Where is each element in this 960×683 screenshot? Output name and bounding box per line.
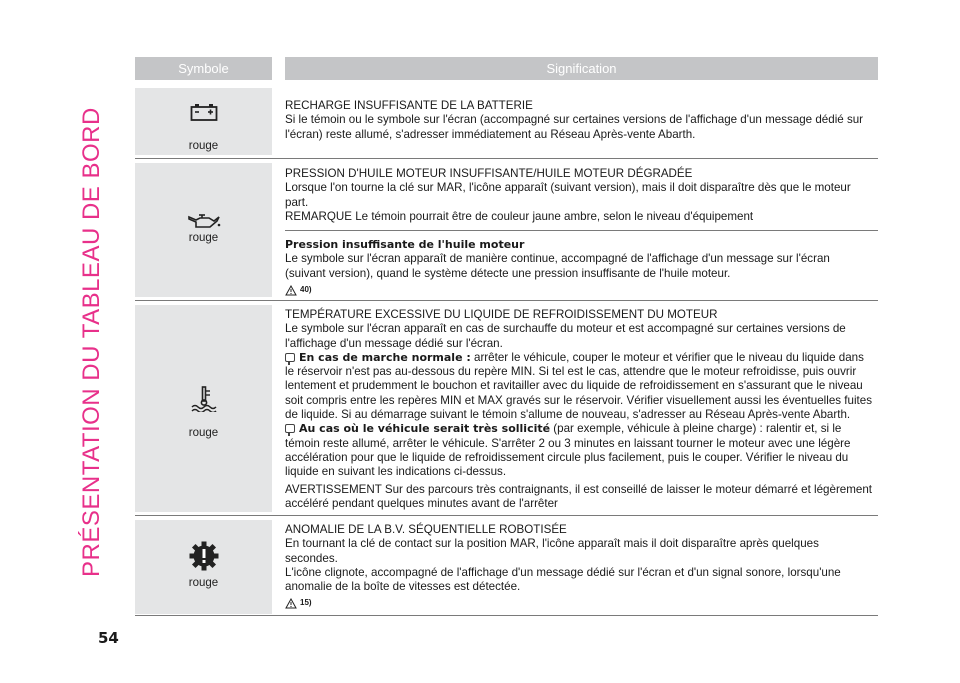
description-oil-pressure [285, 238, 880, 297]
symbol-cell-oil [135, 163, 272, 297]
text-line: anomalie de la boîte de vitesses est détectée. [285, 580, 521, 594]
case-title: Au cas où le véhicule serait très sollicité [299, 422, 551, 436]
row-divider [135, 615, 878, 616]
warning-ref-number: 15) [300, 598, 312, 608]
color-label: rouge [188, 140, 219, 152]
text-line: accélération pour que le liquide de refroidissement circule plus facilement, puis le couper. Vérifier le niveau du [285, 450, 849, 464]
text-line: témoin reste allumé, arrêter le véhicule. S'arrêter 2 ou 3 minutes en laissant tourner le moteur avec une légère [285, 436, 851, 450]
color-label: rouge [188, 427, 219, 439]
warning-triangle-icon [285, 598, 297, 609]
text-line: En tournant la clé de contact sur la position MAR, l'icône apparaît mais il doit disparaître après quelques [285, 537, 819, 551]
text-line: RECHARGE INSUFFISANTE DE LA BATTERIE [285, 99, 533, 112]
text-line: secondes. [285, 551, 338, 565]
text-line: le réservoir n'est pas au-dessous du repère MIN. Si tel est le cas, attendre que le moteur refroidisse, puis ouvrir [285, 365, 857, 379]
text-line: soit compris entre les repères MIN et MAX gravés sur le réservoir. Vérifier visuellement aussi les éventuelles fuites [285, 393, 873, 407]
text-line: liquide en suivant les indications ci-dessus. [285, 465, 507, 479]
warning-reference [285, 283, 880, 297]
text-line: l'écran) reste allumé, s'adresser immédiatement au Réseau Après-vente Abarth. [285, 127, 696, 141]
text-line: ANOMALIE DE LA B.V. SÉQUENTIELLE ROBOTISÉE [285, 523, 567, 536]
bullet-icon [285, 353, 295, 362]
subsection-title: Pression insuffisante de l'huile moteur [285, 238, 525, 251]
row-divider [135, 515, 878, 516]
text-line: accéléré pendant quelques minutes avant de l'arrêter [285, 496, 558, 510]
text-line: Le symbole sur l'écran apparaît en cas de surchauffe du moteur et est accompagné sur certaines versions de [285, 322, 846, 336]
text-line: Si le témoin ou le symbole sur l'écran (accompagné sur certaines versions de l'affichage d'un message dédié sur [285, 113, 864, 127]
text-line: TEMPÉRATURE EXCESSIVE DU LIQUIDE DE REFROIDISSEMENT DU MOTEUR [285, 308, 718, 321]
text-line: (suivant version), quand le système détecte une pression insuffisante de l'huile moteur. [285, 266, 731, 280]
coolant-temperature-icon [135, 386, 272, 412]
case-title: En cas de marche normale : [299, 350, 471, 364]
text-line: AVERTISSEMENT Sur des parcours très contraignants, il est conseillé de laisser le moteur démarré et légèrement [285, 482, 873, 496]
description-battery [285, 99, 880, 142]
page-number: 54 [98, 629, 119, 647]
header-symbole: Symbole [135, 57, 272, 80]
text-line: REMARQUE Le témoin pourrait être de couleur jaune ambre, selon le niveau d'équipement [285, 209, 754, 223]
case-stress-first-line [285, 422, 880, 436]
text-line: arrêter le véhicule, couper le moteur et vérifier que le niveau du liquide dans [470, 350, 864, 364]
oil-can-icon [135, 213, 272, 229]
text-line: Le symbole sur l'écran apparaît de manière continue, accompagné de l'affichage d'un message sur l'écran [285, 252, 830, 266]
text-line: lentement et prudemment le bouchon et ravitailler avec du liquide de refroidissement en s'assurant que le niveau [285, 379, 863, 393]
text-line: L'icône clignote, accompagné de l'affichage d'un message dédié sur l'écran et d'un signal sonore, lorsqu'une [285, 565, 841, 579]
row-divider [135, 158, 878, 159]
sub-divider [285, 230, 878, 231]
side-chapter-title: PRÉSENTATION DU TABLEAU DE BORD [78, 107, 105, 577]
text-line: de liquide. Si au démarrage suivant le témoin s'allume de nouveau, s'adresser au Réseau Après-vente Abarth. [285, 408, 851, 422]
gearbox-fault-icon [135, 541, 272, 571]
description-oil [285, 167, 880, 224]
text-line: part. [285, 195, 309, 209]
bullet-icon [285, 424, 295, 433]
color-label: rouge [188, 577, 219, 589]
warning-reference [285, 596, 880, 610]
warning-ref-number: 40) [300, 284, 312, 294]
case-normal-first-line [285, 351, 880, 365]
description-coolant [285, 308, 880, 511]
description-gearbox [285, 523, 880, 611]
text-line: Lorsque l'on tourne la clé sur MAR, l'icône apparaît (suivant version), mais il doit disparaître dès que le moteur [285, 181, 851, 195]
text-line: (par exemple, véhicule à pleine charge) : ralentir et, si le [550, 422, 842, 436]
text-line: l'affichage d'un message dédié sur l'écran. [285, 336, 503, 350]
text-line: PRESSION D'HUILE MOTEUR INSUFFISANTE/HUILE MOTEUR DÉGRADÉE [285, 167, 693, 180]
header-signification: Signification [285, 57, 878, 80]
color-label: rouge [188, 232, 219, 244]
battery-icon [135, 103, 272, 121]
row-divider [135, 300, 878, 301]
warning-triangle-icon [285, 285, 297, 296]
